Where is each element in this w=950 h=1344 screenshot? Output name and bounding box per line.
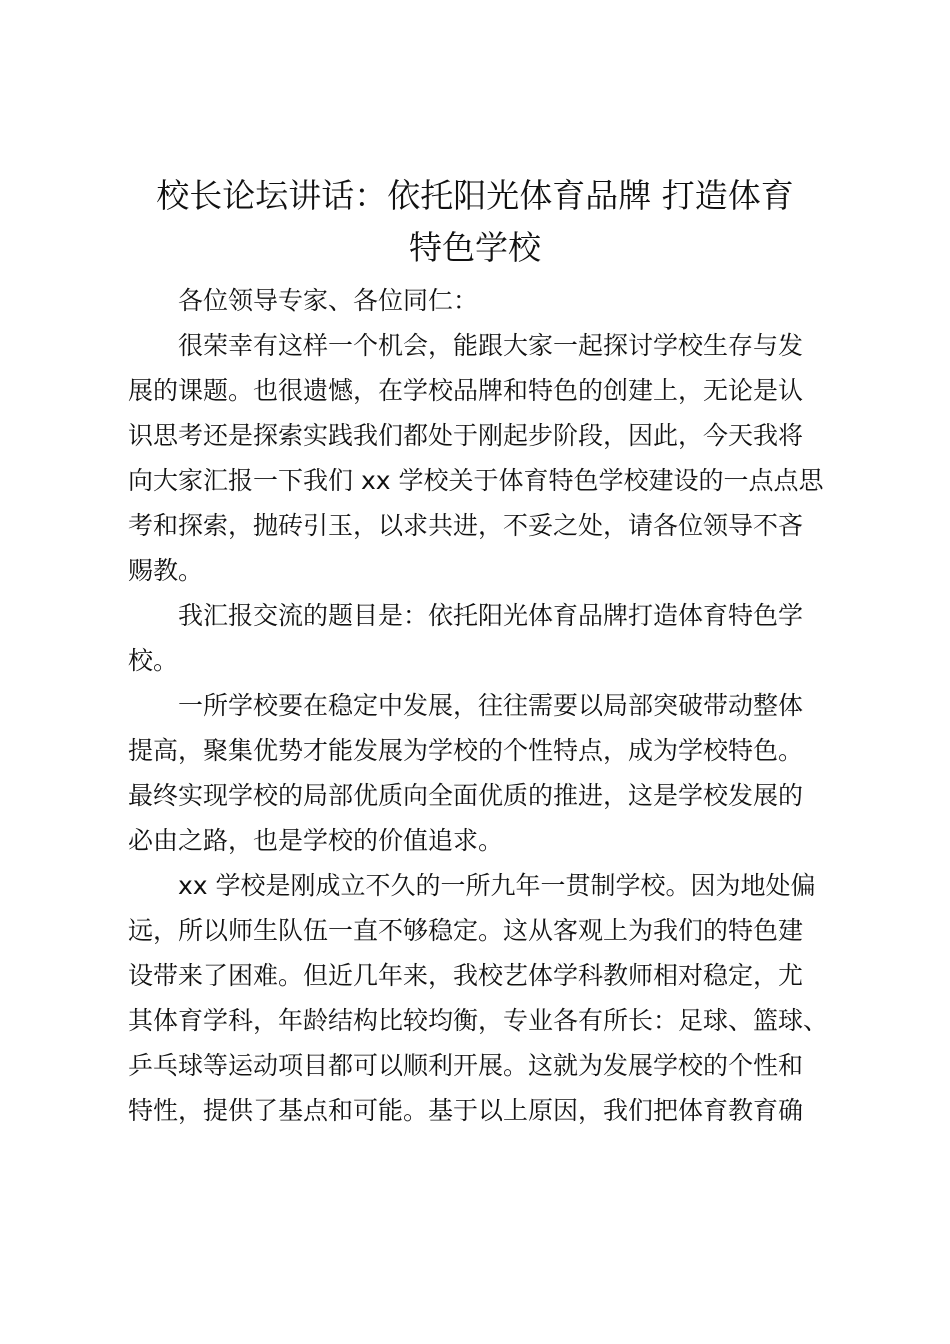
paragraph-1-line-1: 很荣幸有这样一个机会，能跟大家一起探讨学校生存与发 (178, 331, 804, 360)
document-body (128, 278, 832, 1133)
title-line-1: 校长论坛讲话：依托阳光体育品牌 打造体育 (156, 176, 794, 215)
paragraph-3-line-4: 必由之路，也是学校的价值追求。 (128, 826, 504, 855)
paragraph-1-line-3: 识思考还是探索实践我们都处于刚起步阶段，因此，今天我将 (128, 421, 804, 450)
paragraph-1-line-5: 考和探索，抛砖引玉，以求共进，不妥之处，请各位领导不吝 (128, 511, 804, 540)
paragraph-4-line-3: 设带来了困难。但近几年来，我校艺体学科教师相对稳定，尤 (128, 961, 804, 990)
paragraph-3-line-3: 最终实现学校的局部优质向全面优质的推进，这是学校发展的 (128, 781, 804, 810)
paragraph-3-line-1: 一所学校要在稳定中发展，往往需要以局部突破带动整体 (178, 691, 804, 720)
paragraph-1-line-4: 向大家汇报一下我们 xx 学校关于体育特色学校建设的一点点思 (128, 466, 824, 495)
paragraph-1-line-6: 赐教。 (128, 556, 204, 585)
paragraph-4-line-4: 其体育学科，年龄结构比较均衡，专业各有所长：足球、篮球、 (128, 1006, 829, 1035)
paragraph-4-line-1: xx 学校是刚成立不久的一所九年一贯制学校。因为地处偏 (178, 871, 816, 900)
paragraph-1-line-2: 展的课题。也很遗憾，在学校品牌和特色的创建上，无论是认 (128, 376, 804, 405)
paragraph-2-line-1: 我汇报交流的题目是：依托阳光体育品牌打造体育特色学 (178, 601, 804, 630)
title-line-2: 特色学校 (409, 228, 541, 267)
document-title (120, 170, 830, 274)
paragraph-4-line-6: 特性，提供了基点和可能。基于以上原因，我们把体育教育确 (128, 1096, 804, 1125)
paragraph-2-line-2: 校。 (128, 646, 179, 675)
paragraph-4-line-2: 远，所以师生队伍一直不够稳定。这从客观上为我们的特色建 (128, 916, 804, 945)
paragraph-3-line-2: 提高，聚集优势才能发展为学校的个性特点，成为学校特色。 (128, 736, 804, 765)
paragraph-4-line-5: 乒乓球等运动项目都可以顺利开展。这就为发展学校的个性和 (128, 1051, 804, 1080)
salutation-line: 各位领导专家、各位同仁： (178, 286, 479, 315)
